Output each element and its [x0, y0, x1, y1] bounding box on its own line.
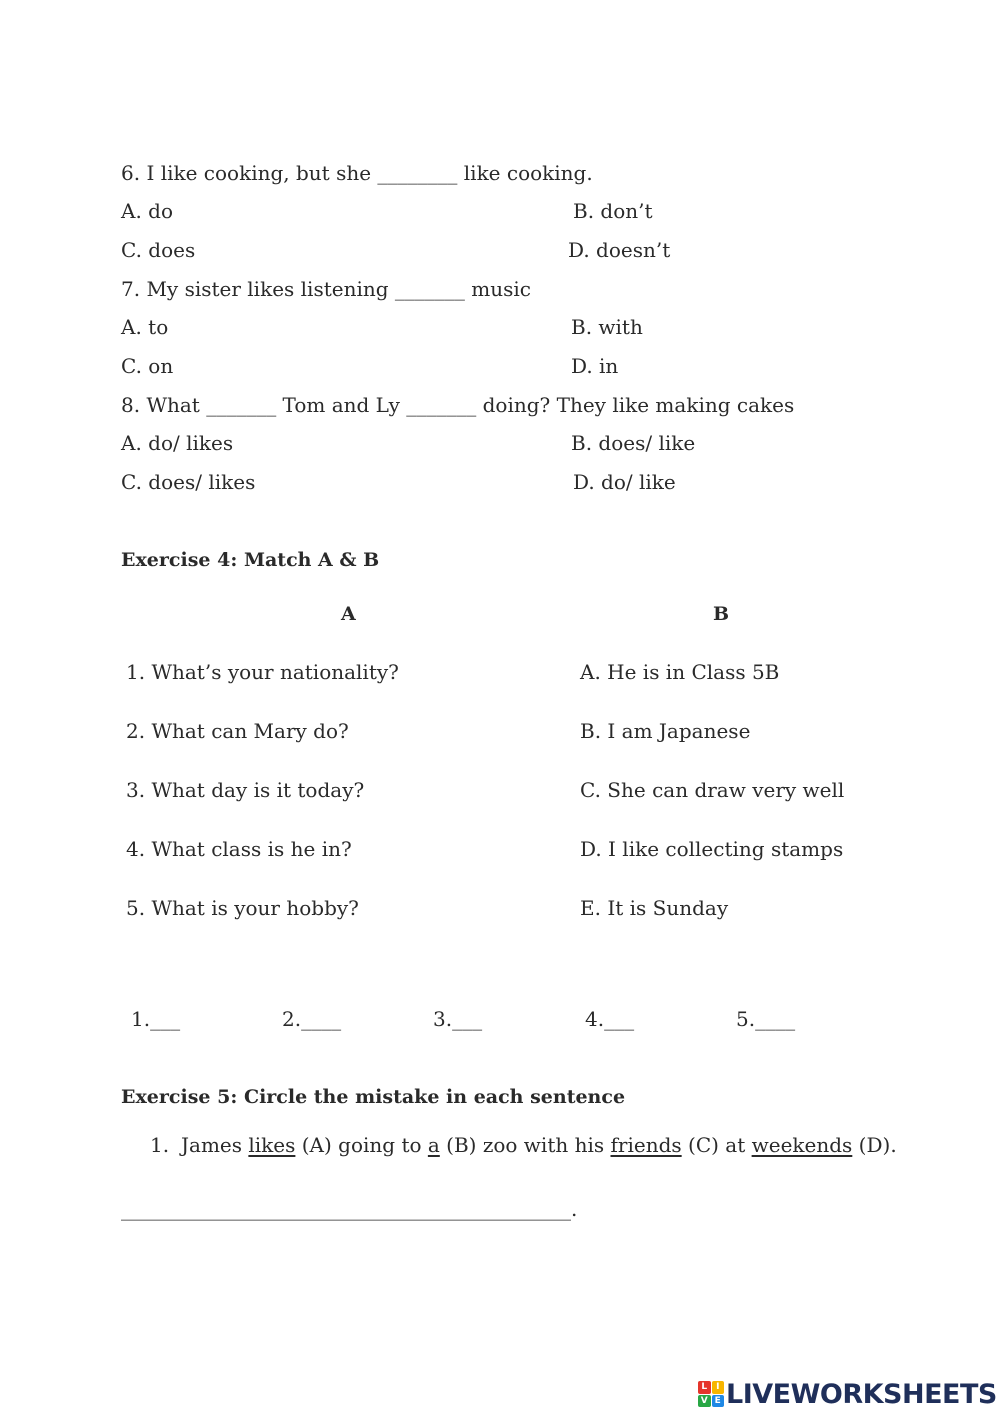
match-a-item: 2. What can Mary do? [126, 719, 349, 743]
q6-option-a: A. do [121, 199, 174, 223]
logo-icon-tile: L [698, 1381, 711, 1394]
column-a-header: A [341, 603, 356, 625]
q6-option-d: D. doesn’t [568, 238, 671, 262]
column-b-header: B [713, 603, 730, 625]
logo-icon-tile: I [712, 1381, 725, 1394]
liveworksheets-logo-icon [698, 1381, 724, 1407]
ex5-sentence [181, 1132, 897, 1158]
liveworksheets-logo [698, 1378, 997, 1410]
q8-option-d: D. do/ like [573, 470, 676, 494]
logo-icon-tile: V [698, 1395, 711, 1408]
underlined-option-d[interactable]: weekends [751, 1133, 853, 1157]
q7-option-c: C. on [121, 354, 174, 378]
q7-option-a: A. to [121, 315, 169, 339]
sentence-part: James [181, 1133, 243, 1157]
underlined-option-a[interactable]: likes [248, 1133, 296, 1157]
answer-blank[interactable]: 5.____ [736, 1007, 796, 1031]
match-b-item: D. I like collecting stamps [580, 837, 844, 861]
sentence-part: (B) zoo with his [446, 1133, 605, 1157]
match-a-item: 5. What is your hobby? [126, 896, 359, 920]
answer-blank[interactable]: 2.____ [282, 1007, 342, 1031]
underlined-option-b[interactable]: a [427, 1133, 440, 1157]
q8-option-b: B. does/ like [571, 431, 696, 455]
question-7: 7. My sister likes listening _______ music [121, 277, 531, 301]
ex5-item-number: 1. [150, 1133, 170, 1157]
q8-option-c: C. does/ likes [121, 470, 256, 494]
answer-line[interactable]: _____________________________________________. [121, 1197, 578, 1221]
underlined-option-c[interactable]: friends [610, 1133, 682, 1157]
answer-blank[interactable]: 4.___ [585, 1007, 635, 1031]
match-b-item: B. I am Japanese [580, 719, 751, 743]
answer-blank[interactable]: 1.___ [131, 1007, 181, 1031]
sentence-part: (C) at [688, 1133, 746, 1157]
match-b-item: A. He is in Class 5B [580, 660, 780, 684]
answer-blank[interactable]: 3.___ [433, 1007, 483, 1031]
exercise-5-title: Exercise 5: Circle the mistake in each sentence [121, 1086, 626, 1108]
sentence-part: (A) going to [301, 1133, 422, 1157]
match-a-item: 3. What day is it today? [126, 778, 365, 802]
match-a-item: 4. What class is he in? [126, 837, 352, 861]
logo-icon-tile: E [712, 1395, 725, 1408]
question-8: 8. What _______ Tom and Ly _______ doing? They like making cakes [121, 393, 795, 417]
q6-option-b: B. don’t [573, 199, 653, 223]
q7-option-b: B. with [571, 315, 643, 339]
question-6: 6. I like cooking, but she ________ like cooking. [121, 161, 593, 185]
sentence-part: (D). [858, 1133, 897, 1157]
match-a-item: 1. What’s your nationality? [126, 660, 399, 684]
q7-option-d: D. in [571, 354, 619, 378]
exercise-4-title: Exercise 4: Match A & B [121, 549, 380, 571]
match-b-item: E. It is Sunday [580, 896, 729, 920]
q6-option-c: C. does [121, 238, 196, 262]
match-b-item: C. She can draw very well [580, 778, 845, 802]
logo-text: LIVEWORKSHEETS [726, 1378, 997, 1410]
q8-option-a: A. do/ likes [121, 431, 234, 455]
